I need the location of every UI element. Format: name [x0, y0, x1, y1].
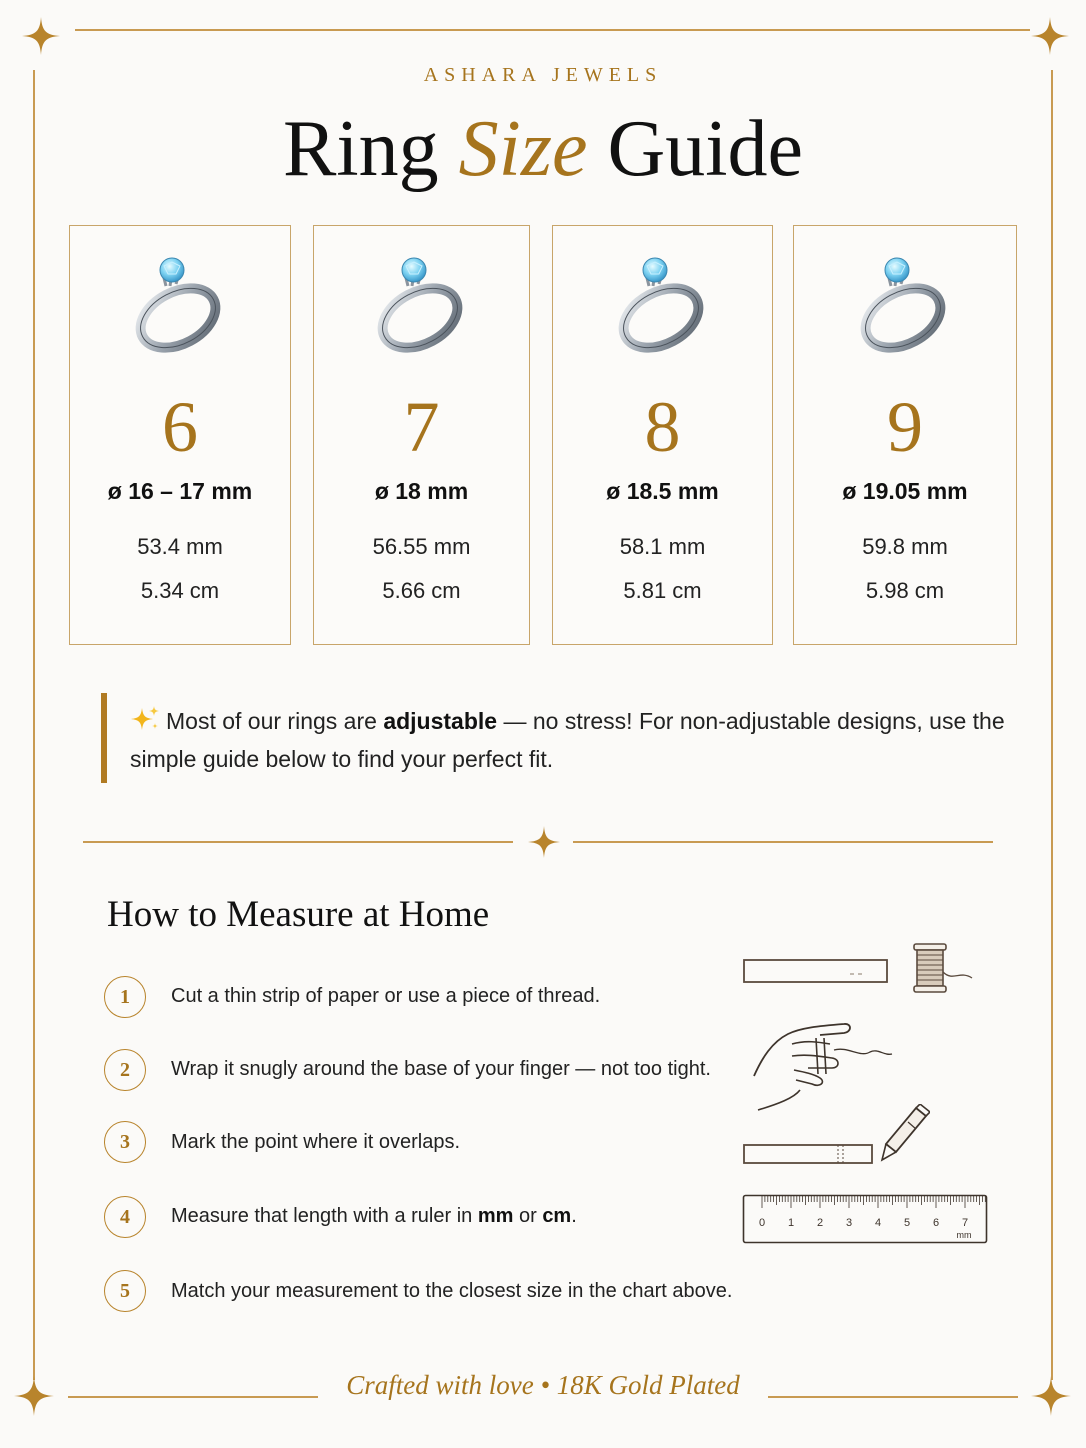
step-number: 5	[104, 1270, 146, 1312]
note-accent-bar	[101, 693, 107, 783]
frame-top-line	[75, 29, 1030, 31]
adjustable-note	[130, 702, 1010, 778]
divider-left	[83, 841, 513, 843]
divider-right	[573, 841, 993, 843]
size-diameter: ø 19.05 mm	[842, 478, 968, 504]
note-text-end: — no stress! For non-adjustable designs, use the simple guide below to find your perfect fit.	[130, 708, 1005, 772]
size-card	[69, 225, 291, 645]
ring-icon	[132, 256, 228, 356]
size-circumference-cm: 5.98 cm	[865, 578, 945, 603]
paper-strip-icon	[742, 958, 890, 986]
size-number: 9	[887, 387, 923, 467]
page-title	[0, 104, 1086, 195]
title-part-guide: Guide	[607, 105, 803, 193]
size-card	[793, 225, 1017, 645]
ruler-label: 6	[932, 1217, 940, 1229]
step-text: Cut a thin strip of paper or use a piece of thread.	[171, 985, 601, 1007]
size-number: 7	[403, 387, 440, 467]
size-circumference-cm: 5.66 cm	[382, 578, 461, 603]
size-card	[552, 225, 773, 645]
step-number: 2	[104, 1049, 146, 1091]
step-number: 1	[104, 976, 146, 1018]
step-text-part: Measure that length with a ruler in	[171, 1205, 478, 1227]
frame-left-line	[33, 70, 35, 1380]
step-number: 4	[104, 1196, 146, 1238]
marked-strip-icon	[742, 1142, 876, 1168]
ruler-label: 0	[758, 1217, 766, 1229]
sparkle-icon	[528, 826, 560, 858]
ruler-label: 2	[816, 1217, 824, 1229]
ruler-label: 4	[874, 1217, 882, 1229]
hand-wrap-icon	[748, 1018, 898, 1116]
step-text-part: or	[513, 1205, 543, 1227]
ruler-unit: mm	[956, 1230, 972, 1240]
ring-icon	[374, 256, 470, 356]
size-diameter: ø 18.5 mm	[606, 478, 719, 504]
step-text: Mark the point where it overlaps.	[171, 1131, 461, 1153]
size-circumference-mm: 58.1 mm	[619, 534, 706, 559]
step-number: 3	[104, 1121, 146, 1163]
unit-mm: mm	[477, 1205, 514, 1227]
size-circumference-cm: 5.34 cm	[140, 578, 220, 603]
sparkles-icon	[130, 706, 160, 732]
sparkle-icon	[22, 17, 60, 55]
unit-cm: cm	[542, 1205, 572, 1227]
howto-title: How to Measure at Home	[107, 894, 490, 935]
size-diameter: ø 18 mm	[374, 478, 469, 504]
ruler-label: 3	[845, 1217, 853, 1229]
size-number: 6	[162, 387, 198, 467]
note-text-start: Most of our rings are	[166, 708, 384, 734]
step-text	[171, 1205, 577, 1228]
step-text-part: .	[571, 1205, 577, 1227]
thread-spool-icon	[908, 942, 974, 996]
step-text: Match your measurement to the closest size in the chart above.	[171, 1280, 733, 1302]
sparkle-icon	[1031, 17, 1069, 55]
ruler-label: 5	[903, 1217, 911, 1229]
step-text: Wrap it snugly around the base of your finger — not too tight.	[171, 1058, 711, 1080]
ruler-label: 1	[787, 1217, 795, 1229]
size-circumference-mm: 59.8 mm	[862, 534, 948, 559]
pen-icon	[880, 1104, 930, 1164]
ring-icon	[615, 256, 711, 356]
title-part-ring: Ring	[283, 105, 439, 193]
size-diameter: ø 16 – 17 mm	[107, 478, 253, 504]
footer-tagline: Crafted with love • 18K Gold Plated	[346, 1370, 740, 1400]
size-circumference-mm: 53.4 mm	[137, 534, 223, 559]
size-number: 8	[644, 387, 681, 467]
frame-right-line	[1051, 70, 1053, 1380]
ring-icon	[857, 256, 953, 356]
ruler-icon	[742, 1194, 990, 1246]
ruler-label: 7	[961, 1217, 969, 1229]
brand-name: ASHARA JEWELS	[423, 64, 663, 86]
size-circumference-mm: 56.55 mm	[372, 534, 471, 559]
title-part-size: Size	[458, 105, 588, 193]
size-card	[313, 225, 530, 645]
size-circumference-cm: 5.81 cm	[623, 578, 702, 603]
note-bold-adjustable: adjustable	[383, 708, 498, 734]
